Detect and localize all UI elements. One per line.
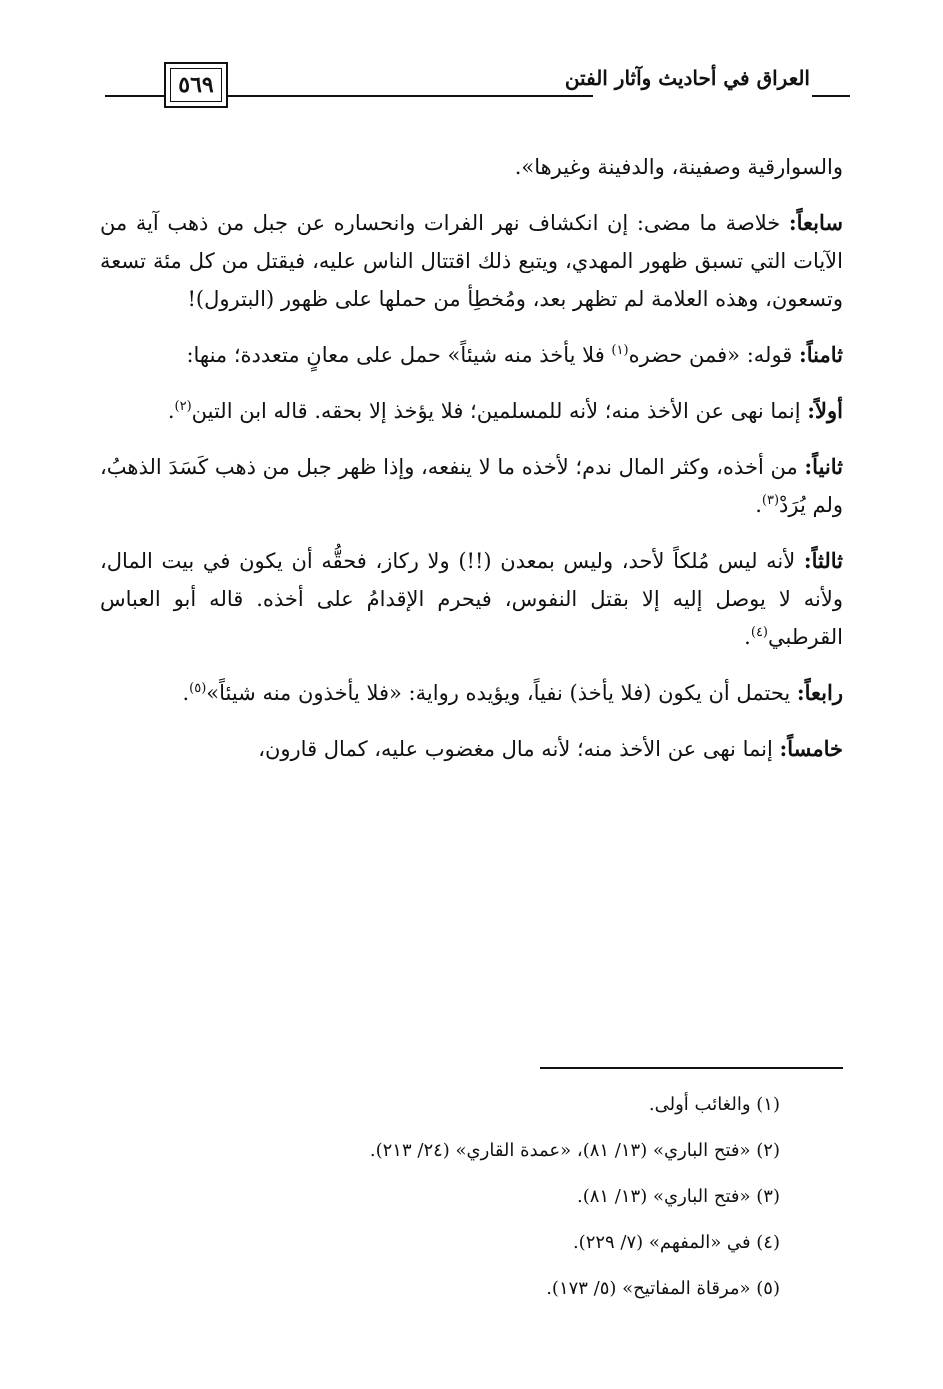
paragraph-first-meaning — [100, 392, 843, 430]
paragraph-first-meaning-heading: أولاً: — [807, 398, 843, 423]
page-number: ٥٦٩ — [178, 72, 214, 98]
paragraph-fourth-meaning-text-2: . — [182, 681, 190, 705]
paragraph-second-meaning-text-2: . — [755, 493, 762, 517]
footnote-ref-1[interactable]: (١) — [611, 343, 629, 358]
paragraph-third-meaning-text-1: لأنه ليس مُلكاً لأحد، وليس بمعدن (!!) ولا ركاز، فحقُّه أن يكون في بيت المال، ولأنه لا يوصل إليه إلا بقتل النفوس، فيحرم الإقدامُ على أخذه. قاله أبو العباس القرطبي — [100, 549, 843, 649]
paragraph-1-text: والسوارقية وصفينة، والدفينة وغيرها». — [514, 155, 843, 179]
footnote-ref-3[interactable]: (٣) — [761, 493, 780, 508]
footnote-4: (٤) في «المفهم» (٧/ ٢٢٩). — [572, 1232, 780, 1253]
paragraph-eighth-heading: ثامناً: — [799, 342, 843, 367]
paragraph-first-meaning-text-1: إنما نهى عن الأخذ منه؛ لأنه للمسلمين؛ فلا يؤخذ إلا بحقه. قاله ابن التين — [191, 399, 808, 423]
footnotes — [100, 1094, 780, 1324]
paragraph-eighth-text-1: قوله: «فمن حضره — [628, 343, 800, 367]
paragraph-fifth-meaning-heading: خامساً: — [779, 736, 843, 761]
paragraph-third-meaning-heading: ثالثاً: — [803, 548, 843, 573]
paragraph-seventh-heading: سابعاً: — [788, 210, 843, 235]
paragraph-eighth — [100, 336, 843, 374]
paragraph-third-meaning-text-2: . — [744, 625, 751, 649]
paragraph-third-meaning — [100, 542, 843, 656]
header-rule-left — [105, 95, 167, 97]
page-number-box — [164, 62, 228, 108]
header-rule-right — [812, 95, 850, 97]
paragraph-second-meaning-text-1: من أخذه، وكثر المال ندم؛ لأخذه ما لا ينفعه، وإذا ظهر جبل من ذهب كَسَدَ الذهبُ، ولم يُرَدْ — [100, 455, 843, 517]
footnote-1: (١) والغائب أولى. — [648, 1094, 780, 1115]
paragraph-second-meaning-heading: ثانياً: — [804, 454, 843, 479]
paragraph-fifth-meaning — [100, 730, 843, 768]
footnote-separator — [540, 1067, 843, 1069]
paragraph-seventh — [100, 204, 843, 318]
header-rule-middle — [228, 95, 593, 97]
paragraph-first-meaning-text-2: . — [167, 399, 175, 423]
footnote-ref-5[interactable]: (٥) — [189, 681, 207, 696]
paragraph-1 — [100, 148, 843, 186]
paragraph-eighth-text-2: فلا يأخذ منه شيئاً» حمل على معانٍ متعددة؛ منها: — [186, 343, 612, 367]
main-text — [100, 148, 843, 786]
paragraph-second-meaning — [100, 448, 843, 524]
footnote-ref-4[interactable]: (٤) — [750, 625, 768, 640]
paragraph-fourth-meaning-heading: رابعاً: — [796, 680, 843, 705]
paragraph-fourth-meaning-text-1: يحتمل أن يكون (فلا يأخذ) نفياً، ويؤيده رواية: «فلا يأخذون منه شيئاً» — [206, 681, 797, 705]
footnote-ref-2[interactable]: (٢) — [174, 399, 192, 414]
footnote-3: (٣) «فتح الباري» (١٣/ ٨١). — [576, 1186, 780, 1207]
paragraph-fourth-meaning — [100, 674, 843, 712]
paragraph-seventh-text: خلاصة ما مضى: إن انكشاف نهر الفرات وانحساره عن جبل من ذهب آية من الآيات التي تسبق ظهور المهدي، ويتبع ذلك اقتتال الناس عليه، فيقتل من كل مئة تسعة وتسعون، وهذه العلامة لم تظهر بعد، ومُخطِأ من حملها على ظهور (البترول)! — [100, 211, 843, 311]
running-title: العراق في أحاديث وآثار الفتن — [564, 66, 810, 90]
footnote-5: (٥) «مرقاة المفاتيح» (٥/ ١٧٣). — [546, 1278, 780, 1299]
paragraph-fifth-meaning-text: إنما نهى عن الأخذ منه؛ لأنه مال مغضوب عليه، كمال قارون، — [258, 737, 780, 761]
footnote-2: (٢) «فتح الباري» (١٣/ ٨١)، «عمدة القاري» (٢٤/ ٢١٣). — [369, 1140, 780, 1161]
